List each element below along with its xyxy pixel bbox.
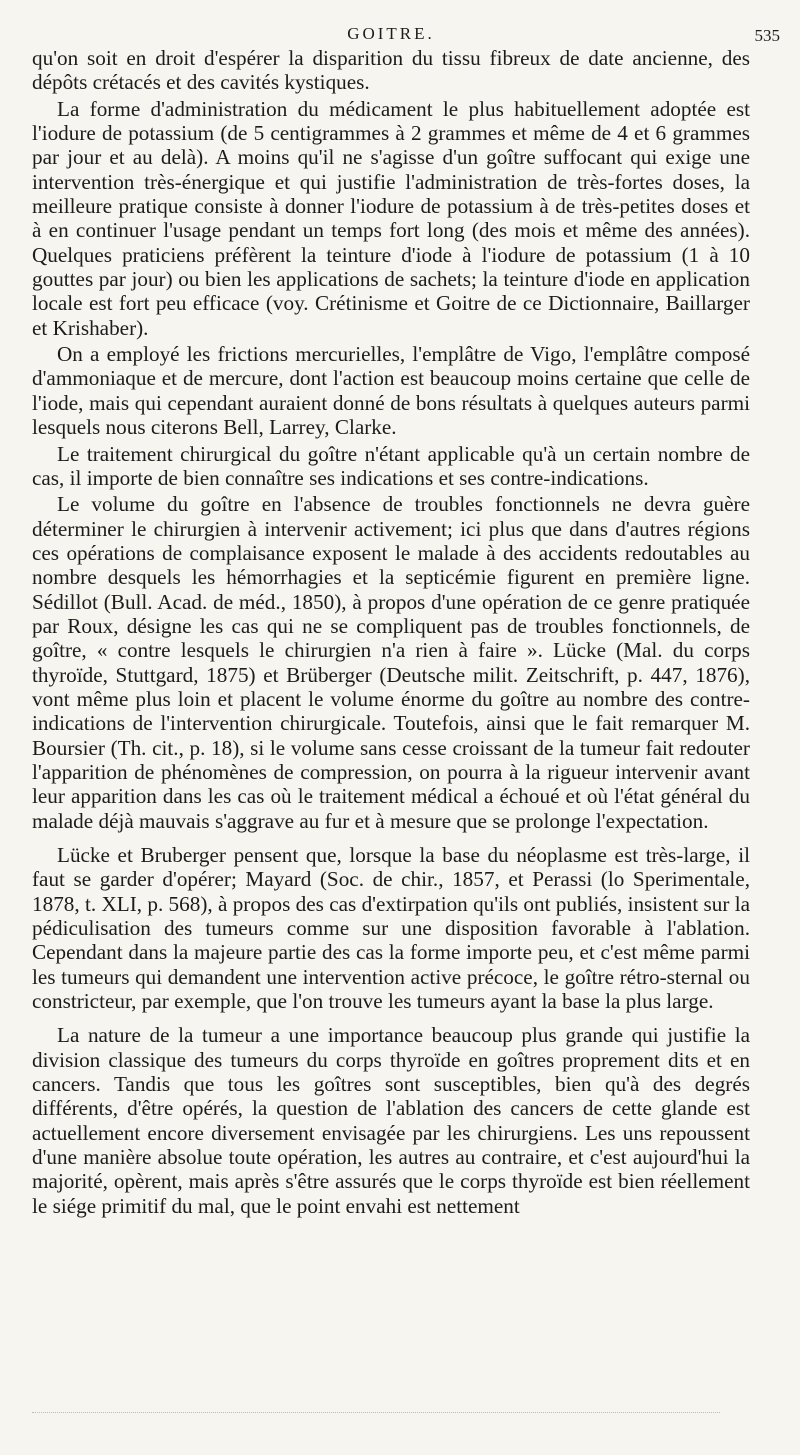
body-text xyxy=(32,46,750,1218)
footer-noise xyxy=(32,1412,720,1417)
paragraph-surgical-treatment: Le traitement chirurgical du goître n'étant applicable qu'à un certain nombre de cas, il importe de bien connaître ses indications et ses contre-indications. xyxy=(32,441,750,490)
paragraph-administration: La forme d'administration du médicament le plus habituellement adoptée est l'iodure de potassium (de 5 centigrammes à 2 grammes et même de 4 et 6 grammes par jour et au delà). A moins qu'il ne s'agisse d'un goître suffocant qui exige une intervention très-énergique et qui justifie l'administration de très-fortes doses, la meilleure pratique consiste à donner l'iodure de potassium à de très-petites doses et à en continuer l'usage pendant un temps fort long (des mois et même des années). Quelques praticiens préfèrent la teinture d'iode à l'iodure de potassium (1 à 10 gouttes par jour) ou bien les applications de sachets; la teinture d'iode en application locale est fort peu efficace (voy. Crétinisme et Goitre de ce Dictionnaire, Baillarger et Krishaber). xyxy=(32,96,750,340)
paragraph-volume: Le volume du goître en l'absence de troubles fonctionnels ne devra guère déterminer le chirurgien à intervenir activement; ici plus que dans d'autres régions ces opérations de complaisance exposent le malade à des accidents redoutables au nombre desquels les hémorrhagies et la septicémie figurent en première ligne. Sédillot (Bull. Acad. de méd., 1850), à propos d'une opération de ce genre pratiquée par Roux, désigne les cas qui ne se compliquent pas de troubles fonctionnels, de goître, « contre lesquels le chirurgien n'a rien à faire ». Lücke (Mal. du corps thyroïde, Stuttgard, 1875) et Brüberger (Deutsche milit. Zeitschrift, p. 447, 1876), vont même plus loin et placent le volume énorme du goître au nombre des contre-indications de l'intervention chirurgicale. Toutefois, ainsi que le fait remarquer M. Boursier (Th. cit., p. 18), si le volume sans cesse croissant de la tumeur fait redouter l'apparition de phénomènes de compression, on pourra à la rigueur intervenir avant leur apparition dans les cas où le traitement médical a échoué et où l'état général du malade déjà mauvais s'aggrave au fur et à mesure que se prolonge l'expectation. xyxy=(32,492,750,833)
paragraph-base: Lücke et Bruberger pensent que, lorsque la base du néoplasme est très-large, il faut se garder d'opérer; Mayard (Soc. de chir., 1857, et Perassi (lo Sperimentale, 1878, t. XLI, p. 568), à propos des cas d'extirpation qu'ils ont publiés, insistent sur la pédiculisation des tumeurs comme sur une disposition favorable à l'ablation. Cependant dans la majeure partie des cas la forme importe peu, et c'est même parmi les tumeurs qui demandent une intervention active précoce, le goître rétro-sternal ou constricteur, par exemple, que l'on trouve les tumeurs ayant la base la plus large. xyxy=(32,843,750,1014)
page-header xyxy=(32,0,780,46)
running-title: GOITRE. xyxy=(347,24,435,43)
page-number: 535 xyxy=(754,26,780,45)
paragraph-nature: La nature de la tumeur a une importance beaucoup plus grande qui justifie la division classique des tumeurs du corps thyroïde en goîtres proprement dits et en cancers. Tandis que tous les goîtres sont susceptibles, bien qu'à des degrés différents, d'être opérés, la question de l'ablation des cancers de cette glande est actuellement encore diversement envisagée par les chirurgiens. Les uns repoussent d'une manière absolue toute opération, les autres au contraire, et c'est aujourd'hui la majorité, opèrent, mais après s'être assurés que le corps thyroïde est bien réellement le siége primitif du mal, que le point envahi est nettement xyxy=(32,1023,750,1218)
paragraph-continuation: qu'on soit en droit d'espérer la disparition du tissu fibreux de date ancienne, des dépôts crétacés et des cavités kystiques. xyxy=(32,46,750,95)
paragraph-frictions: On a employé les frictions mercurielles, l'emplâtre de Vigo, l'emplâtre composé d'ammoniaque et de mercure, dont l'action est beaucoup moins certaine que celle de l'iode, mais qui cependant auraient donné de bons résultats à quelques auteurs parmi lesquels nous citerons Bell, Larrey, Clarke. xyxy=(32,342,750,440)
